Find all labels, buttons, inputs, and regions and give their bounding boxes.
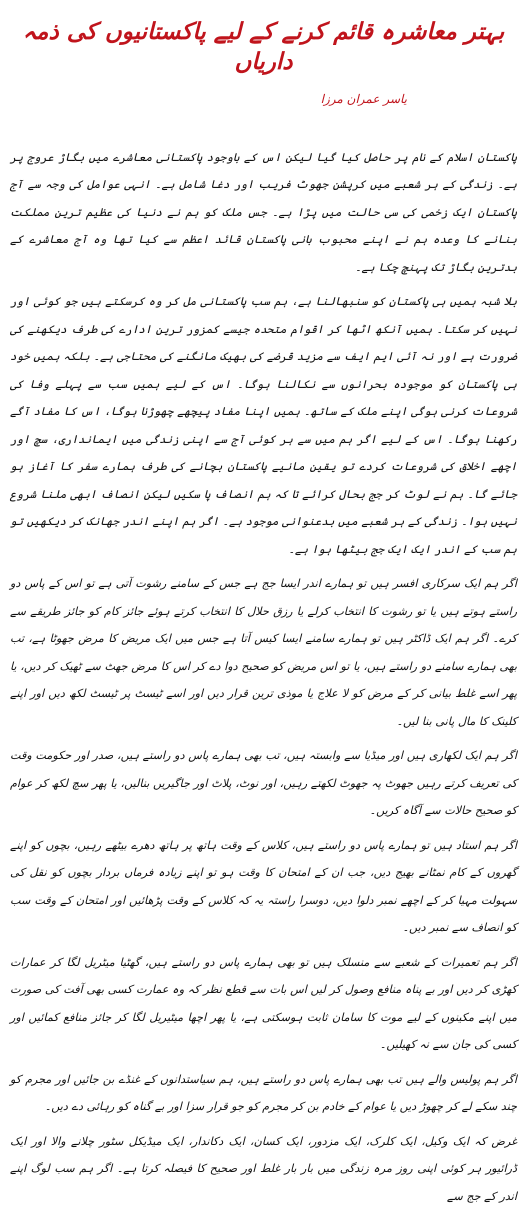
article-paragraph: پاکستان اسلام کے نام پر حاصل کیا گیا لیکن اس کے باوجود پاکستانی معاشرے میں بگاڑ عروج پر ہے۔ زندگی کے ہر شعبے میں کرپشن جھوٹ فریب اور دغا شامل ہے۔ انہی عوامل کی وجہ سے آج پاکستان ایک زخمی کی سی حالت میں پڑا ہے۔ جس ملک کو ہم نے دنیا کی عظیم ترین مملکت بنانے کا وعدہ ہم نے اپنے محبوب بانی پاکستان قائد اعظم سے کیا تھا وہ آج معاشرے کے بدترین بگاڑ تک پہنچ چکا ہے۔ <box>10 150 517 274</box>
article-paragraph: اگر ہم ایک لکھاری ہیں اور میڈیا سے وابستہ ہیں، تب بھی ہمارے پاس دو راستے ہیں، صدر اور حکومت وقت کی تعریف کرتے رہیں جھوٹ پہ جھوٹ لکھتے رہیں، اور نوٹ، پلاٹ اور جاگیریں بنالیں، یا پھر سچ لکھ کر عوام کو صحیح حالات سے آگاہ کریں۔ <box>10 749 517 818</box>
article-paragraph: غرض کہ ایک وکیل، ایک کلرک، ایک مزدور، ایک کسان، ایک دکاندار، ایک میڈیکل سٹور چلانے والا اور ایک ڈرائیور ہر کوئی اپنی روز مرہ زندگی میں بار بار غلط اور صحیح کا فیصلہ کرتا ہے۔ اگر ہم سب لوگ اپنے اندر کے جج سے <box>10 1134 517 1203</box>
article-paragraph: اگر ہم پولیس والے ہیں تب بھی ہمارے پاس دو راستے ہیں، ہم سیاستدانوں کے غنڈے بن جائیں اور مجرم کو چند سکے لے کر چھوڑ دیں یا عوام کے خادم بن کر مجرم کو جو قرار سزا اور بے گناہ کو رہائی دے دیں۔ <box>10 1072 517 1114</box>
article-title: بہتر معاشرہ قائم کرنے کے لیے پاکستانیوں کی ذمہ داریاں <box>22 19 505 75</box>
article-paragraph: اگر ہم ایک سرکاری افسر ہیں تو ہمارے اندر ایسا جج ہے جس کے سامنے رشوت آتی ہے تو اس کے پاس دو راستے ہوتے ہیں یا تو رشوت کا انتخاب کرلے یا رزق حلال کا انتخاب کرتے ہوئے جائز کام کو جائز طریقے سے کرے۔ اگر ہم ایک ڈاکٹر ہیں تو ہمارے سامنے ایسا کیس آتا ہے جس میں ایک مریض کا مرض جھوٹا ہے، تب بھی ہمارے سامنے دو راستے ہیں، یا تو اس مریض کو صحیح دوا دے کر اس کا مرض جھٹ سے ٹھیک کر دیں، یا پھر اسے غلط بیانی کر کے مرض کو لا علاج یا موذی ترین قرار دیں اور اسے ٹیسٹ پر ٹیسٹ لکھ دیں اور اپنے کلینک کا مال پانی بنا لیں۔ <box>10 577 517 728</box>
article-paragraph: اگر ہم تعمیرات کے شعبے سے منسلک ہیں تو بھی ہمارے پاس دو راستے ہیں، گھٹیا میٹریل لگا کر عمارات کھڑی کر دیں اور بے پناہ منافع وصول کر لیں اس بات سے قطع نظر کہ وہ عمارت کسی بھی آفت کی صورت میں اپنے مکینوں کے لیے موت کا سامان ثابت ہوسکتی ہے، یا پھر اچھا میٹیریل لگا کر جائز منافع کمائیں اور کسی کی جان سے نہ کھیلیں۔ <box>10 955 517 1052</box>
article-paragraph: بلا شبہ ہمیں ہی پاکستان کو سنبھالنا ہے، ہم سب پاکستانی مل کر وہ کرسکتے ہیں جو کوئی اور نہیں کر سکتا۔ ہمیں آنکھ اٹھا کر اقوام متحدہ جیسے کمزور ترین ادارے کی طرف دیکھنے کی ضرورت ہے اور نہ آئی ایم ایف سے مزید قرضے کی بھیک مانگنے کی محتاجی ہے۔ بلکہ ہمیں خود ہی پاکستان کو موجودہ بحرانوں سے نکالنا ہوگا۔ اس کے لیے ہمیں سب سے پہلے وفا کی شروعات کرنی ہوگی اپنے ملک کے ساتھ۔ ہمیں اپنا مفاد پیچھے چھوڑنا ہوگا، اس کا مفاد آگے رکھنا ہوگا۔ اس کے لیے اگر ہم میں سے ہر کوئی آج سے اپنی زندگی میں ایمانداری، سچ اور اچھے اخلاق کی شروعات کردے تو یقین مانیے پاکستان بچانے کی طرف ہمارے سفر کا آغاز ہو جائے گا۔ ہم نے لوٹ کر جج بحال کرائے تا کہ ہم انصاف پا سکیں لیکن انصاف ابھی ملنا شروع نہیں ہوا۔ زندگی کے ہر شعبے میں بدعنوانی موجود ہے۔ اگر ہم اپنے اندر جھانک کر دیکھیں تو ہم سب کے اندر ایک ایک جج بیٹھا ہوا ہے۔ <box>10 295 517 556</box>
article-author: یاسر عمران مرزا <box>320 91 407 106</box>
article-paragraph: اگر ہم استاد ہیں تو ہمارے پاس دو راستے ہیں، کلاس کے وقت ہاتھ پر ہاتھ دھرے بیٹھے رہیں، بچوں کو اپنے گھروں کے کام نمٹانے بھیج دیں، جب ان کے امتحان کا وقت ہو تو اپنے زیادہ فرماں بردار بچوں کو نقل کی سہولت مہیا کر کے اچھے نمبر دلوا دیں، دوسرا راستہ یہ کہ کلاس کے وقت پڑھائیں اور امتحان کے وقت سب کو انصاف سے نمبر دیں۔ <box>10 838 517 935</box>
